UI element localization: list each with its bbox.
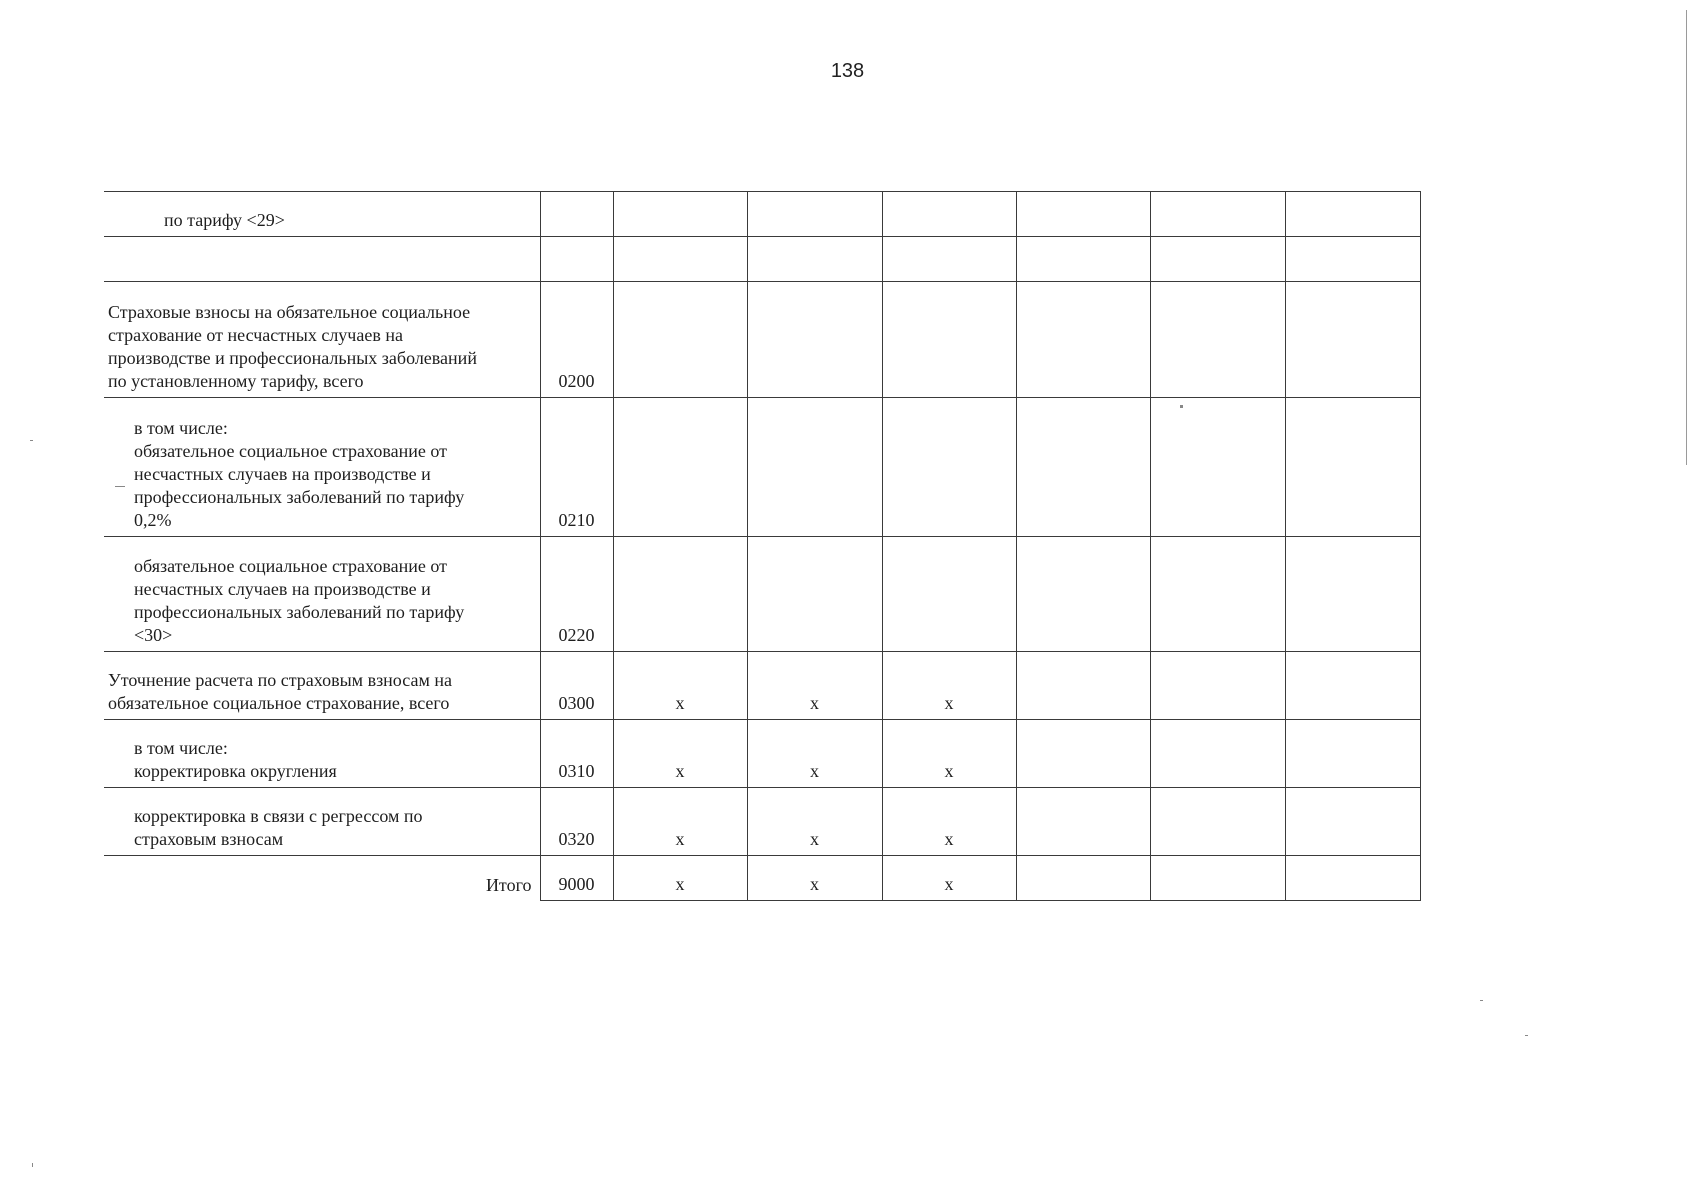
table-cell	[747, 237, 882, 282]
table-cell	[613, 537, 747, 652]
table-cell: x	[747, 856, 882, 901]
table-cell	[1150, 856, 1285, 901]
table-cell	[1016, 652, 1150, 720]
table-cell	[613, 282, 747, 398]
table-cell: x	[613, 856, 747, 901]
table-row	[104, 788, 1420, 856]
row-label: в том числе: обязательное социальное страхование от несчастных случаев на производстве и профессиональных заболеваний по тарифу 0,2%	[104, 398, 540, 537]
table-cell	[1016, 192, 1150, 237]
table-cell: x	[747, 652, 882, 720]
scan-speck	[30, 440, 33, 441]
table-cell	[1285, 856, 1420, 901]
table-row	[104, 652, 1420, 720]
table-cell: x	[613, 788, 747, 856]
row-label: Страховые взносы на обязательное социальное страхование от несчастных случаев на производстве и профессиональных заболеваний по установленному тарифу, всего	[104, 282, 540, 398]
table-cell	[1285, 237, 1420, 282]
table-cell: x	[882, 856, 1016, 901]
table-cell	[1285, 537, 1420, 652]
table-cell: x	[882, 652, 1016, 720]
table-cell	[1016, 788, 1150, 856]
table-cell	[1016, 282, 1150, 398]
table-cell	[747, 537, 882, 652]
table-cell	[613, 398, 747, 537]
table-cell	[1150, 398, 1285, 537]
table-cell	[1016, 720, 1150, 788]
table-cell	[613, 237, 747, 282]
table-row	[104, 398, 1420, 537]
scan-edge-line	[1686, 10, 1687, 465]
table-cell	[1016, 398, 1150, 537]
table-row	[104, 237, 1420, 282]
table-row	[104, 537, 1420, 652]
row-code: 0210	[540, 398, 613, 537]
table-cell: x	[747, 788, 882, 856]
table-cell	[1016, 537, 1150, 652]
page-number: 138	[830, 60, 865, 82]
table-cell	[1285, 788, 1420, 856]
row-code: 9000	[540, 856, 613, 901]
table-cell	[747, 192, 882, 237]
table-cell	[1150, 720, 1285, 788]
row-code: 0200	[540, 282, 613, 398]
table-cell	[882, 537, 1016, 652]
row-label: Уточнение расчета по страховым взносам на обязательное социальное страхование, всего	[104, 652, 540, 720]
scan-speck	[32, 1163, 33, 1167]
table-cell	[1150, 282, 1285, 398]
table-cell	[1285, 398, 1420, 537]
scan-speck	[1180, 405, 1183, 408]
table-cell	[1150, 237, 1285, 282]
table-cell	[882, 398, 1016, 537]
row-label	[104, 237, 540, 282]
table-cell	[1016, 856, 1150, 901]
table-cell	[1150, 652, 1285, 720]
row-code: 0220	[540, 537, 613, 652]
row-label: корректировка в связи с регрессом по страховым взносам	[104, 788, 540, 856]
table-cell	[1285, 652, 1420, 720]
table-cell	[747, 282, 882, 398]
row-code: 0300	[540, 652, 613, 720]
table-cell	[882, 237, 1016, 282]
row-code: 0320	[540, 788, 613, 856]
table-cell	[1016, 237, 1150, 282]
report-table	[104, 191, 1421, 901]
row-code	[540, 192, 613, 237]
scan-speck	[1525, 1035, 1528, 1036]
table-row	[104, 192, 1420, 237]
row-label: обязательное социальное страхование от несчастных случаев на производстве и профессиональных заболеваний по тарифу <30>	[104, 537, 540, 652]
table-row	[104, 282, 1420, 398]
table-cell	[882, 192, 1016, 237]
row-label: по тарифу <29>	[104, 192, 540, 237]
scan-speck	[115, 486, 125, 487]
table-cell	[882, 282, 1016, 398]
table-cell	[747, 398, 882, 537]
table-cell: x	[613, 720, 747, 788]
table-cell: x	[747, 720, 882, 788]
table-cell: x	[882, 788, 1016, 856]
table-cell: x	[882, 720, 1016, 788]
table-row	[104, 856, 1420, 901]
scan-speck	[1480, 1000, 1483, 1001]
table-cell	[1150, 788, 1285, 856]
table-row	[104, 720, 1420, 788]
table-cell	[1150, 192, 1285, 237]
row-label: в том числе: корректировка округления	[104, 720, 540, 788]
table-cell	[1285, 720, 1420, 788]
table-cell: x	[613, 652, 747, 720]
table-cell	[1285, 192, 1420, 237]
table-cell	[613, 192, 747, 237]
table-cell	[1150, 537, 1285, 652]
table-cell	[1285, 282, 1420, 398]
total-label: Итого	[104, 856, 540, 901]
row-code	[540, 237, 613, 282]
row-code: 0310	[540, 720, 613, 788]
